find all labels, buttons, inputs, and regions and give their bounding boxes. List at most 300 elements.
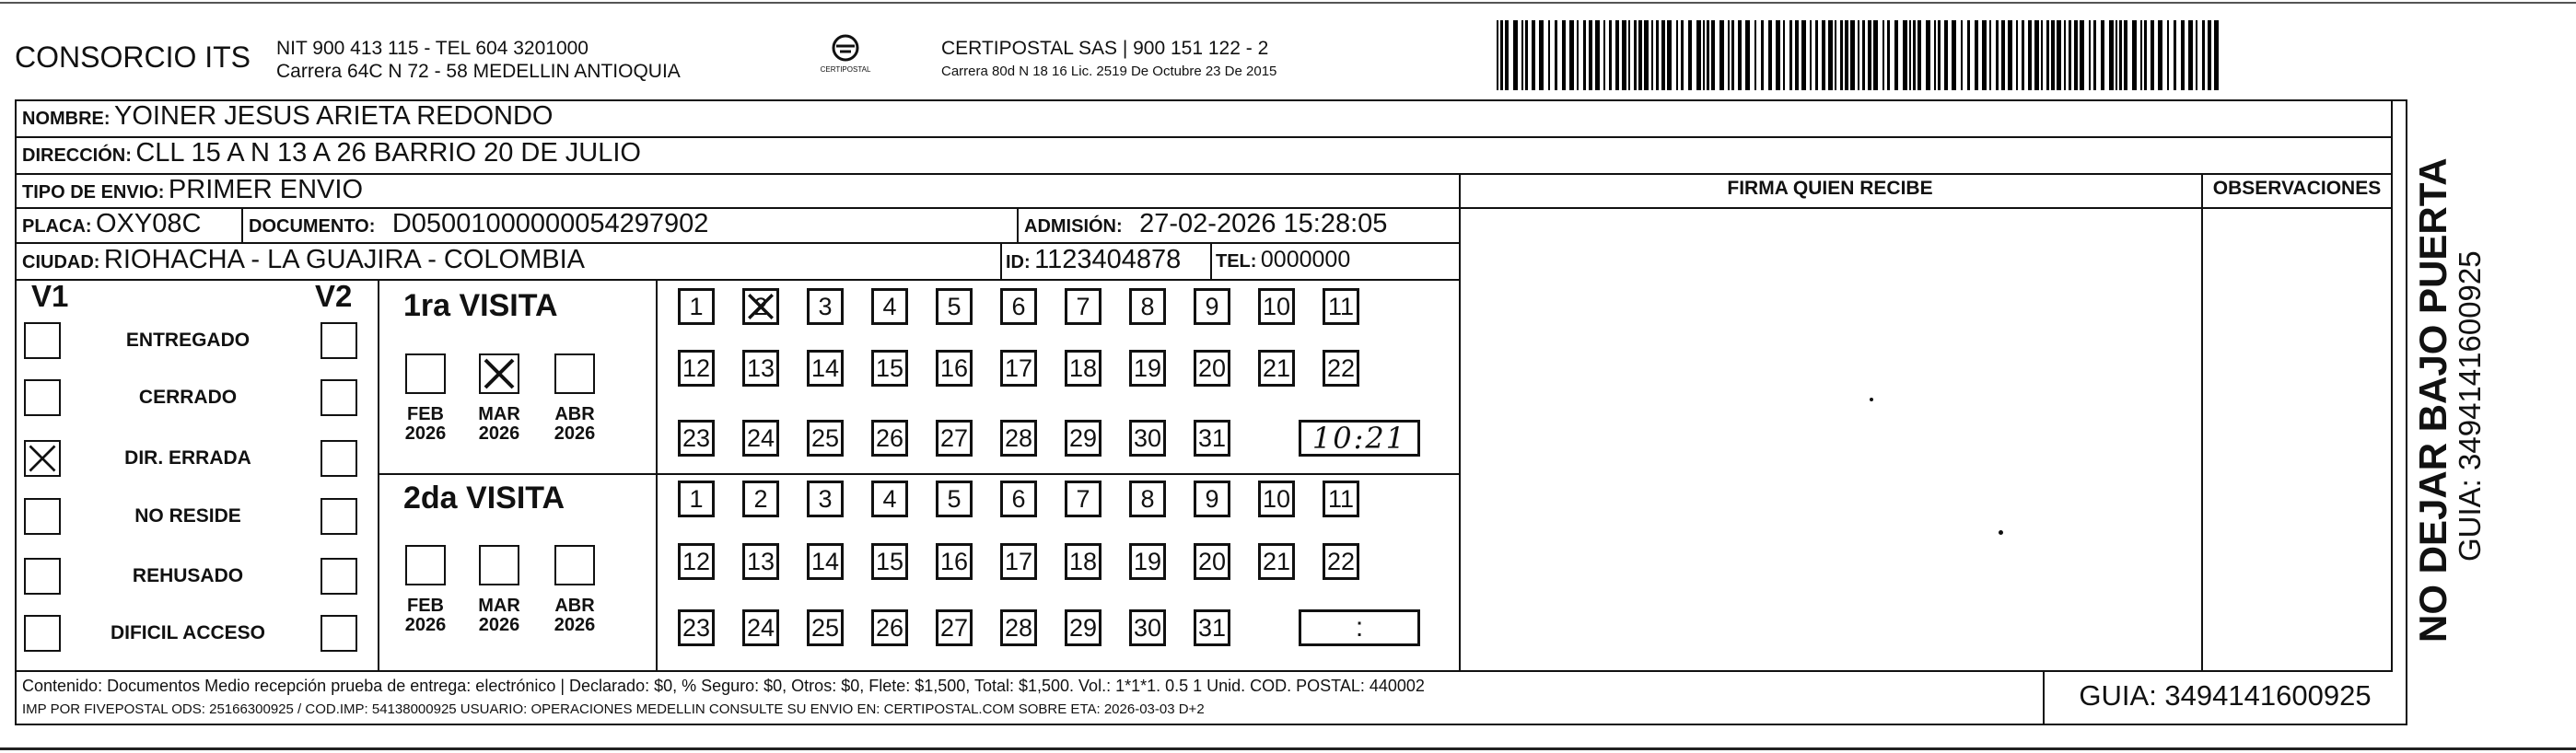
month-checkbox[interactable]	[479, 353, 519, 394]
day-box[interactable]	[742, 288, 779, 325]
day-box[interactable]	[678, 609, 715, 646]
v2-checkbox[interactable]	[321, 615, 357, 652]
day-box[interactable]	[807, 543, 844, 580]
id-value: 1123404878	[1034, 245, 1182, 274]
day-number: 16	[939, 353, 969, 382]
barcode-bar	[2214, 20, 2219, 90]
day-box[interactable]	[678, 288, 715, 325]
day-box[interactable]	[742, 420, 779, 457]
observaciones-header: OBSERVACIONES	[2212, 178, 2382, 199]
barcode-bar	[2119, 20, 2122, 90]
day-number: 31	[1197, 423, 1227, 452]
barcode-bar	[1569, 20, 1574, 90]
barcode-bar	[1577, 20, 1579, 90]
barcode-bar	[1707, 20, 1709, 90]
barcode-bar	[1644, 20, 1649, 90]
day-number: 23	[682, 613, 711, 642]
ciudad-value: RIOHACHA - LA GUAJIRA - COLOMBIA	[103, 245, 586, 274]
day-number: 29	[1068, 613, 1098, 642]
day-box[interactable]	[1129, 609, 1166, 646]
day-box[interactable]	[807, 350, 844, 387]
month-checkbox[interactable]	[479, 545, 519, 585]
company-info	[276, 37, 681, 83]
day-number: 14	[810, 353, 840, 382]
tipo-field	[22, 175, 363, 205]
barcode-bar	[1500, 20, 1503, 90]
month-name: FEB	[407, 404, 444, 424]
side-text	[2413, 157, 2487, 643]
day-number: 3	[818, 292, 833, 320]
barcode-bar	[1868, 20, 1871, 90]
day-number: 9	[1205, 292, 1219, 320]
barcode-bar	[1513, 20, 1518, 90]
day-number: 12	[682, 353, 711, 382]
day-number: 28	[1004, 613, 1033, 642]
barcode-bar	[2093, 20, 2096, 90]
month-year: 2026	[404, 615, 447, 635]
month-checkbox[interactable]	[554, 545, 595, 585]
day-number: 19	[1133, 547, 1162, 575]
v1-checkbox[interactable]	[24, 379, 61, 416]
barcode-bar	[1894, 20, 1898, 90]
barcode-bar	[2116, 20, 2117, 90]
day-box[interactable]	[936, 609, 973, 646]
time-box[interactable]	[1299, 609, 1420, 646]
day-box[interactable]	[1258, 481, 1295, 517]
day-box[interactable]	[871, 609, 908, 646]
day-number: 30	[1133, 423, 1162, 452]
status-label: ENTREGADO	[125, 330, 251, 351]
day-number: 11	[1327, 484, 1355, 513]
barcode-bar	[1982, 20, 1987, 90]
day-number: 18	[1068, 353, 1098, 382]
day-number: 13	[746, 353, 775, 382]
barcode-bar	[1525, 20, 1528, 90]
barcode-bar	[1661, 20, 1665, 90]
month-year: 2026	[554, 423, 596, 444]
signature-area[interactable]	[1474, 221, 2192, 663]
certipostal-logo-icon	[813, 33, 878, 74]
barcode-bar	[2140, 20, 2142, 90]
barcode-bar	[1532, 20, 1535, 90]
barcode-bar	[1850, 20, 1855, 90]
barcode-bar	[1656, 20, 1659, 90]
barcode-bar	[1761, 20, 1764, 90]
barcode-bar	[1548, 20, 1550, 90]
v2-checkbox[interactable]	[321, 558, 357, 595]
barcode-bar	[1622, 20, 1626, 90]
barcode-bar	[1909, 20, 1911, 90]
day-number: 6	[1011, 292, 1026, 320]
barcode-bar	[1589, 20, 1592, 90]
day-number: 22	[1326, 547, 1356, 575]
day-number: 15	[875, 353, 904, 382]
day-box[interactable]	[678, 420, 715, 457]
x-mark-icon	[26, 442, 59, 475]
day-box[interactable]	[1194, 609, 1230, 646]
barcode-bar	[1719, 20, 1724, 90]
courier-info	[941, 37, 1276, 83]
day-number: 8	[1140, 484, 1155, 513]
day-number: 1	[689, 292, 704, 320]
day-number: 21	[1262, 353, 1291, 382]
day-number: 24	[746, 613, 775, 642]
day-number: 20	[1197, 547, 1227, 575]
status-label: NO RESIDE	[134, 505, 241, 527]
day-number: 12	[682, 547, 711, 575]
day-box[interactable]	[871, 288, 908, 325]
barcode-bar	[1711, 20, 1715, 90]
barcode-bar	[1926, 20, 1930, 90]
v2-checkbox[interactable]	[321, 440, 357, 477]
barcode-bar	[2016, 20, 2018, 90]
barcode-bar	[2001, 20, 2005, 90]
x-mark-icon	[745, 291, 776, 322]
day-box[interactable]	[1323, 543, 1359, 580]
day-number: 20	[1197, 353, 1227, 382]
month-label	[468, 405, 530, 444]
day-number: 1	[689, 484, 704, 513]
barcode-bar	[1934, 20, 1936, 90]
barcode-bar	[1776, 20, 1780, 90]
day-number: 27	[939, 423, 969, 452]
day-number: 11	[1327, 292, 1355, 320]
barcode-bar	[1961, 20, 1963, 90]
nombre-label: NOMBRE:	[22, 109, 111, 129]
v2-checkbox[interactable]	[321, 379, 357, 416]
day-box[interactable]	[807, 481, 844, 517]
barcode-bar	[2174, 20, 2176, 90]
time-box[interactable]	[1299, 420, 1420, 457]
day-box[interactable]	[1000, 288, 1037, 325]
v1-checkbox[interactable]	[24, 558, 61, 595]
barcode-bar	[2051, 20, 2055, 90]
courier-nit: CERTIPOSTAL SAS | 900 151 122 - 2	[941, 38, 1269, 59]
barcode-bar	[1810, 20, 1812, 90]
status-label: DIR. ERRADA	[124, 447, 251, 469]
day-number: 17	[1004, 353, 1033, 382]
day-number: 29	[1068, 423, 1098, 452]
barcode-bar	[1745, 20, 1750, 90]
v1-checkbox[interactable]	[24, 615, 61, 652]
day-box[interactable]	[807, 609, 844, 646]
logo-caption: CERTIPOSTAL	[820, 65, 871, 74]
barcode-bar	[1651, 20, 1653, 90]
barcode-bar	[2046, 20, 2049, 90]
v2-checkbox[interactable]	[321, 498, 357, 535]
month-label	[543, 597, 606, 635]
barcode-bar	[1634, 20, 1637, 90]
barcode-bar	[2080, 20, 2084, 90]
barcode-bar	[1638, 20, 1642, 90]
barcode-bar	[2064, 20, 2066, 90]
barcode-bar	[1996, 20, 1999, 90]
barcode-bar	[2109, 20, 2114, 90]
month-label	[543, 405, 606, 444]
ciudad-field	[22, 245, 585, 275]
barcode-bar	[2132, 20, 2137, 90]
barcode-bar	[2089, 20, 2091, 90]
day-box[interactable]	[1258, 543, 1295, 580]
day-box[interactable]	[742, 543, 779, 580]
day-number: 2	[753, 292, 768, 320]
barcode-bar	[1887, 20, 1890, 90]
barcode-bar	[2167, 20, 2169, 90]
footer-contenido: Contenido: Documentos Medio recepción prueba de entrega: electrónico | Declarado: $0, % Seguro: $0, Otros: $0, Flete: $1,500, Total: $1,500. Vol.: 1*1*1. 0.5 1 Unid. COD. POSTAL: 440002	[22, 677, 1425, 695]
placa-label: PLACA:	[22, 216, 92, 237]
barcode-bar	[2151, 20, 2154, 90]
barcode-bar	[2041, 20, 2043, 90]
barcode-bar	[1628, 20, 1630, 90]
day-box[interactable]	[1323, 350, 1359, 387]
day-box[interactable]	[1065, 288, 1102, 325]
day-box[interactable]	[1194, 543, 1230, 580]
v1-checkbox[interactable]	[24, 440, 61, 477]
day-box[interactable]	[678, 481, 715, 517]
day-number: 16	[939, 547, 969, 575]
firma-header: FIRMA QUIEN RECIBE	[1727, 178, 1933, 199]
v1-checkbox[interactable]	[24, 498, 61, 535]
day-number: 10	[1262, 484, 1291, 513]
footer-guia: GUIA: 3494141600925	[2079, 679, 2372, 712]
status-label: DIFICIL ACCESO	[110, 622, 265, 643]
day-box[interactable]	[1065, 420, 1102, 457]
day-box[interactable]	[871, 350, 908, 387]
month-label	[394, 405, 457, 444]
month-label	[394, 597, 457, 635]
day-box[interactable]	[936, 543, 973, 580]
barcode-bar	[1615, 20, 1619, 90]
month-year: 2026	[554, 615, 596, 635]
month-name: ABR	[554, 596, 595, 616]
day-box[interactable]	[871, 543, 908, 580]
barcode-bar	[1952, 20, 1956, 90]
v2-checkbox[interactable]	[321, 322, 357, 359]
status-label: REHUSADO	[132, 565, 244, 586]
day-number: 27	[939, 613, 969, 642]
day-box[interactable]	[807, 420, 844, 457]
day-number: 3	[818, 484, 833, 513]
day-box[interactable]	[1065, 543, 1102, 580]
barcode-bar	[1783, 20, 1785, 90]
barcode-bar	[1754, 20, 1756, 90]
barcode-bar	[1873, 20, 1878, 90]
day-box[interactable]	[871, 481, 908, 517]
day-number: 5	[947, 292, 962, 320]
day-box[interactable]	[1129, 420, 1166, 457]
day-number: 4	[882, 292, 897, 320]
barcode-bar	[2124, 20, 2127, 90]
day-box[interactable]	[1323, 288, 1359, 325]
day-box[interactable]	[1194, 420, 1230, 457]
direccion-value: CLL 15 A N 13 A 26 BARRIO 20 DE JULIO	[135, 138, 641, 168]
day-box[interactable]	[1065, 481, 1102, 517]
day-box[interactable]	[936, 481, 973, 517]
tel-value: 0000000	[1260, 247, 1351, 272]
day-box[interactable]	[1194, 288, 1230, 325]
v1-checkbox[interactable]	[24, 322, 61, 359]
month-checkbox[interactable]	[554, 353, 595, 394]
day-number: 21	[1262, 547, 1291, 575]
day-number: 14	[810, 547, 840, 575]
barcode-bar	[1539, 20, 1544, 90]
barcode-bar	[1505, 20, 1509, 90]
documento-value: D05001000000054297902	[391, 209, 709, 238]
day-number: 23	[682, 423, 711, 452]
id-label: ID:	[1006, 252, 1031, 272]
barcode-bar	[1738, 20, 1742, 90]
day-box[interactable]	[1129, 288, 1166, 325]
second-visit-label: 2da VISITA	[403, 481, 565, 516]
barcode-bar	[1845, 20, 1848, 90]
barcode-bar	[2057, 20, 2061, 90]
day-number: 30	[1133, 613, 1162, 642]
barcode-bar	[1882, 20, 1884, 90]
barcode-bar	[2208, 20, 2211, 90]
bottom-rule	[0, 747, 2576, 750]
barcode-bar	[2028, 20, 2032, 90]
day-box[interactable]	[807, 288, 844, 325]
tel-label: TEL:	[1216, 251, 1257, 272]
admision-label: ADMISIÓN:	[1024, 216, 1123, 237]
tipo-value: PRIMER ENVIO	[168, 175, 364, 204]
footer-details	[22, 674, 1425, 722]
direccion-label: DIRECCIÓN:	[22, 145, 132, 166]
observaciones-area[interactable]	[2207, 214, 2387, 665]
top-rule	[0, 2, 2576, 4]
barcode-bar	[1944, 20, 1948, 90]
barcode-bar	[1938, 20, 1941, 90]
day-box[interactable]	[1000, 543, 1037, 580]
day-box[interactable]	[936, 288, 973, 325]
barcode-bar	[1917, 20, 1921, 90]
x-mark-icon	[481, 355, 518, 392]
barcode-bar	[2034, 20, 2039, 90]
day-box[interactable]	[936, 350, 973, 387]
barcode-bar	[2196, 20, 2197, 90]
first-visit-label: 1ra VISITA	[403, 288, 558, 323]
v2-label: V2	[315, 279, 353, 313]
day-number: 17	[1004, 547, 1033, 575]
barcode-bar	[2188, 20, 2193, 90]
barcode-bar	[1789, 20, 1792, 90]
barcode-icon	[1497, 20, 2224, 90]
barcode-bar	[1555, 20, 1557, 90]
day-number: 18	[1068, 547, 1098, 575]
day-box[interactable]	[742, 481, 779, 517]
company-nit: NIT 900 413 115 - TEL 604 3201000	[276, 38, 589, 59]
barcode-bar	[1903, 20, 1907, 90]
signature-dot	[1870, 398, 1873, 401]
day-box[interactable]	[1000, 350, 1037, 387]
barcode-bar	[1583, 20, 1586, 90]
day-box[interactable]	[1129, 543, 1166, 580]
month-name: ABR	[554, 404, 595, 424]
id-field	[1006, 245, 1181, 275]
barcode-bar	[1497, 20, 1498, 90]
day-box[interactable]	[678, 543, 715, 580]
documento-label: DOCUMENTO:	[249, 216, 376, 237]
day-box[interactable]	[1129, 481, 1166, 517]
barcode-bar	[1801, 20, 1806, 90]
day-number: 13	[746, 547, 775, 575]
barcode-bar	[2069, 20, 2071, 90]
day-box[interactable]	[678, 350, 715, 387]
day-box[interactable]	[1194, 350, 1230, 387]
day-number: 26	[875, 423, 904, 452]
day-number: 6	[1011, 484, 1026, 513]
day-box[interactable]	[936, 420, 973, 457]
day-box[interactable]	[871, 420, 908, 457]
day-box[interactable]	[1129, 350, 1166, 387]
barcode-bar	[2008, 20, 2012, 90]
barcode-bar	[2158, 20, 2162, 90]
day-box[interactable]	[1065, 350, 1102, 387]
day-box[interactable]	[1000, 609, 1037, 646]
side-guia: GUIA: 3494141600925	[2453, 250, 2487, 562]
month-checkbox[interactable]	[405, 545, 446, 585]
footer-impresion: IMP POR FIVEPOSTAL ODS: 25166300925 / COD.IMP: 54138000925 USUARIO: OPERACIONES MEDELLIN CONSULTE SU ENVIO EN: CERTIPOSTAL.COM SOBRE ETA: 2026-03-03 D+2	[22, 701, 1205, 717]
status-label: CERRADO	[138, 387, 238, 408]
day-box[interactable]	[1000, 481, 1037, 517]
documento-field	[249, 209, 708, 239]
day-number: 9	[1205, 484, 1219, 513]
day-box[interactable]	[742, 609, 779, 646]
barcode-bar	[1815, 20, 1818, 90]
barcode-bar	[1835, 20, 1836, 90]
barcode-bar	[2074, 20, 2078, 90]
barcode-bar	[1595, 20, 1600, 90]
signature-dot	[1999, 530, 2003, 535]
month-name: FEB	[407, 596, 444, 616]
day-box[interactable]	[1065, 609, 1102, 646]
placa-value: OXY08C	[96, 209, 202, 238]
month-year: 2026	[478, 615, 520, 635]
barcode-bar	[1967, 20, 1970, 90]
direccion-field	[22, 138, 641, 168]
barcode-bar	[1562, 20, 1566, 90]
day-number: 25	[810, 613, 840, 642]
month-checkbox[interactable]	[405, 353, 446, 394]
barcode-bar	[1731, 20, 1734, 90]
day-box[interactable]	[1323, 481, 1359, 517]
day-box[interactable]	[1194, 481, 1230, 517]
month-label	[468, 597, 530, 635]
barcode-bar	[1858, 20, 1859, 90]
day-number: 31	[1197, 613, 1227, 642]
barcode-bar	[2144, 20, 2147, 90]
day-number: 7	[1076, 484, 1090, 513]
barcode-bar	[1676, 20, 1678, 90]
barcode-bar	[1975, 20, 1978, 90]
barcode-bar	[1822, 20, 1825, 90]
company-address: Carrera 64C N 72 - 58 MEDELLIN ANTIOQUIA	[276, 61, 681, 82]
nombre-value: YOINER JESUS ARIETA REDONDO	[114, 101, 554, 131]
barcode-bar	[1688, 20, 1692, 90]
day-box[interactable]	[1000, 420, 1037, 457]
barcode-bar	[2202, 20, 2205, 90]
day-box[interactable]	[1258, 288, 1295, 325]
v1-label: V1	[31, 279, 69, 313]
barcode-bar	[1795, 20, 1799, 90]
barcode-bar	[1840, 20, 1843, 90]
barcode-bar	[1703, 20, 1705, 90]
day-number: 10	[1262, 292, 1291, 320]
day-box[interactable]	[742, 350, 779, 387]
day-box[interactable]	[1258, 350, 1295, 387]
barcode-bar	[1603, 20, 1605, 90]
barcode-bar	[1862, 20, 1865, 90]
